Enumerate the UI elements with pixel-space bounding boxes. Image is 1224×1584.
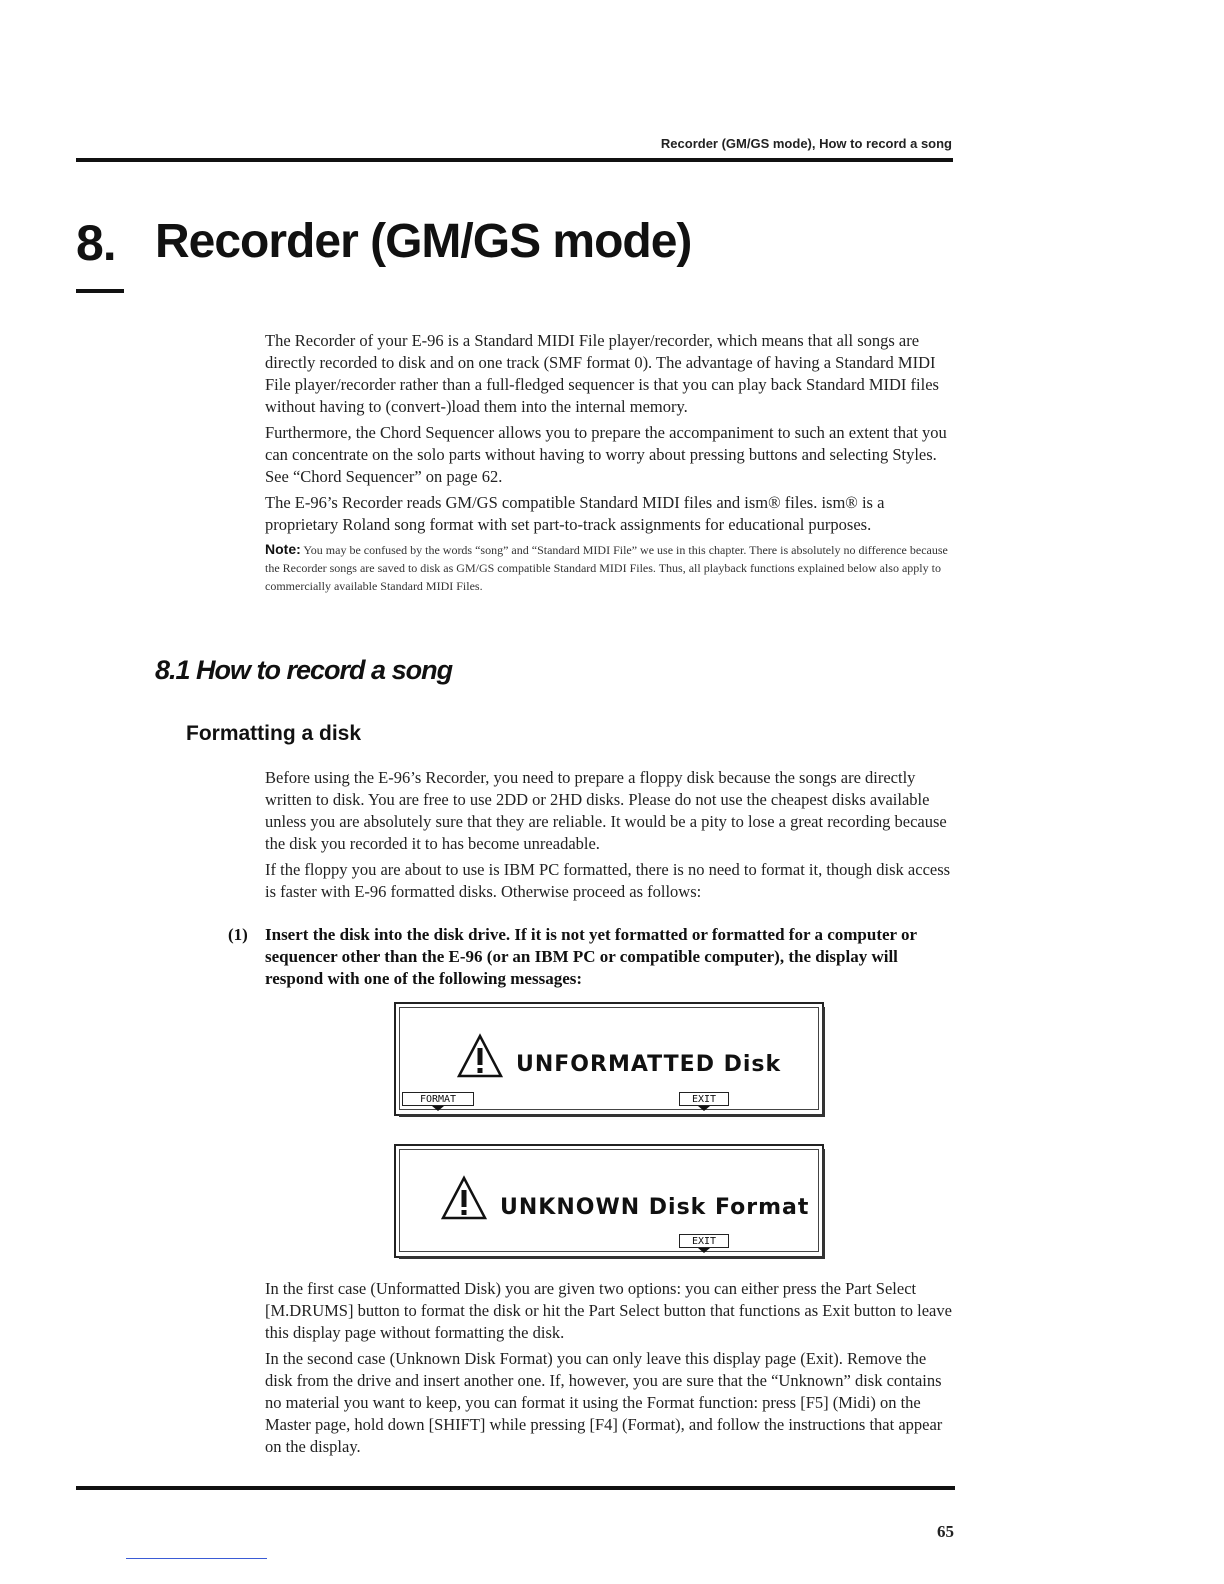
lcd-unknown-disk-format — [394, 1144, 824, 1258]
intro-paragraph-2: Furthermore, the Chord Sequencer allows you to prepare the accompaniment to such an extent that you can concentrate on the solo parts without having to worry about pressing buttons and selecting Styles. See “Chord Sequencer” on page 62. — [265, 423, 947, 486]
step-1-number: (1) — [228, 925, 248, 944]
running-header: Recorder (GM/GS mode), How to record a song — [660, 136, 952, 151]
lcd-shadow — [399, 1114, 825, 1117]
lcd-message: UNKNOWN Disk Format — [500, 1195, 810, 1220]
note-label: Note: — [265, 541, 301, 557]
lcd-message: UNFORMATTED Disk — [516, 1052, 782, 1077]
exit-button[interactable]: EXIT — [679, 1234, 729, 1248]
header-rule — [76, 158, 953, 162]
lcd-shadow — [399, 1256, 825, 1259]
footer-rule — [76, 1486, 955, 1490]
exit-button[interactable]: EXIT — [679, 1092, 729, 1106]
chapter-number — [76, 215, 116, 271]
page-number: 65 — [937, 1522, 954, 1541]
subsection-title: Formatting a disk — [186, 722, 362, 745]
section-title: 8.1 How to record a song — [155, 655, 453, 685]
lcd-unformatted-disk — [394, 1002, 824, 1116]
after-paragraph-2: In the second case (Unknown Disk Format) you can only leave this display page (Exit). Remove the disk from the drive and insert another one. If, however, you are sure that the “Unknown” disk contains no material you want to keep, you can format it using the Format function: press [F5] (Midi) on the Master page, hold down [SHIFT] while pressing [F4] (Format), and follow the instructions that appear on the display. — [265, 1349, 943, 1456]
after-paragraph-1: In the first case (Unformatted Disk) you are given two options: you can either press the Part Select [M.DRUMS] button to format the disk or hit the Part Select button that functions as Exit button to leave this display page without formatting the disk. — [265, 1279, 952, 1342]
step-1-text: Insert the disk into the disk drive. If it is not yet formatted or formatted for a computer or sequencer other than the E-96 (or an IBM PC or compatible computer), the display will respond with one of the following messages: — [265, 925, 917, 988]
subsection-text — [265, 767, 955, 907]
warning-icon — [440, 1174, 488, 1222]
chapter-number-underline — [76, 289, 124, 293]
chapter-title: Recorder (GM/GS mode) — [155, 215, 692, 268]
link-underline — [126, 1558, 267, 1559]
note — [265, 540, 955, 595]
format-button[interactable]: FORMAT — [402, 1092, 474, 1106]
lcd-shadow — [822, 1149, 825, 1259]
lcd-shadow — [822, 1007, 825, 1117]
after-text — [265, 1278, 955, 1462]
subsection-paragraph-2: If the floppy you are about to use is IBM PC formatted, there is no need to format it, though disk access is faster with E-96 formatted disks. Otherwise proceed as follows: — [265, 860, 951, 901]
intro-paragraph-1: The Recorder of your E-96 is a Standard MIDI File player/recorder, which means that all songs are directly recorded to disk and on one track (SMF format 0). The advantage of having a Standard MIDI File player/recorder rather than a full-fledged sequencer is that you can play back Standard MIDI files without having to (convert-)load them into the internal memory. — [265, 331, 939, 416]
intro-paragraph-3: The E-96’s Recorder reads GM/GS compatible Standard MIDI files and ism® files. ism® is a proprietary Roland song format with set part-to-track assignments for educational purposes. — [265, 493, 885, 534]
note-text: You may be confused by the words “song” and “Standard MIDI File” we use in this chapter. There is absolutely no difference because the Recorder songs are saved to disk as GM/GS compatible Standard MIDI Files. Thus, all playback functions explained below also apply to commercially available Standard MIDI Files. — [265, 543, 948, 593]
intro-text — [265, 330, 955, 595]
chapter-number-text: 8. — [76, 215, 116, 271]
subsection-paragraph-1: Before using the E-96’s Recorder, you need to prepare a floppy disk because the songs are directly written to disk. You are free to use 2DD or 2HD disks. Please do not use the cheapest disks available unless you are absolutely sure that they are reliable. It would be a pity to lose a great recording because the disk you recorded it to has become unreadable. — [265, 768, 947, 853]
warning-icon — [456, 1032, 504, 1080]
